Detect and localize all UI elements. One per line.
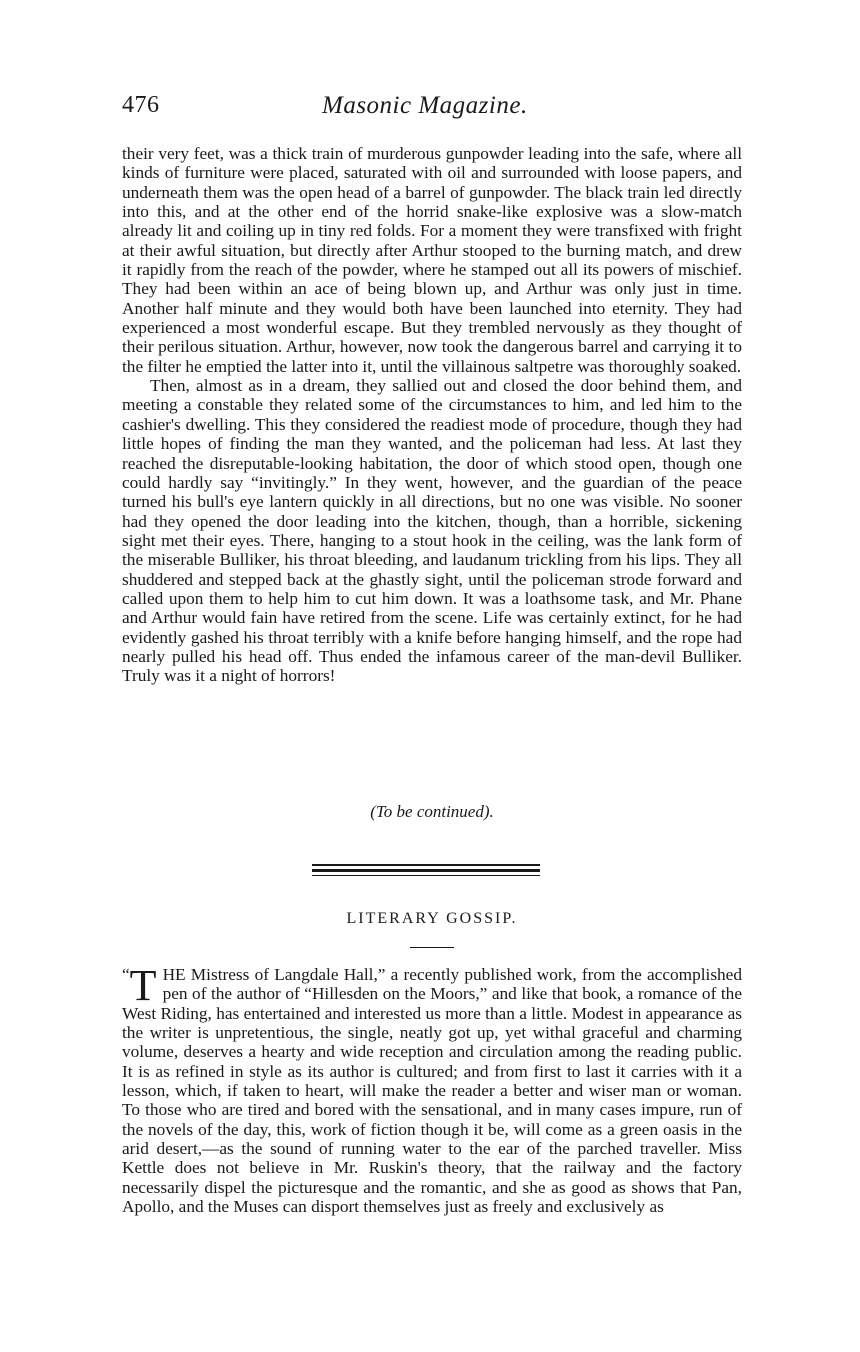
- article-paragraph-2: Then, almost as in a dream, they sallied out and closed the door behind them, and meeting a constable they related some of the circumstances to him, and led him to the cashier's dwelling. This they considered the readiest mode of procedure, though they had little hopes of finding the man they wanted, and the policeman had less. At last they reached the disreputable-looking habitation, the door of which stood open, though one could hardly say “invitingly.” In they went, however, and the guardian of the peace turned his bull's eye lantern quickly in all directions, but no one was visible. No sooner had they opened the door leading into the kitchen, though, than a horrible, sickening sight met their eyes. There, hanging to a stout hook in the ceiling, was the lank form of the miserable Bulliker, his throat bleeding, and laudanum trickling from his lips. They all shuddered and stepped back at the ghastly sight, until the policeman strode forward and called upon them to help him to cut him down. It was a loathsome task, and Mr. Phane and Arthur would fain have retired from the scene. Life was certainly extinct, for he had evidently gashed his throat terribly with a knife before hanging himself, and the rope had nearly pulled his head off. Thus ended the infamous career of the man-devil Bulliker. Truly was it a night of horrors!: [122, 376, 742, 686]
- to-be-continued-note: (To be continued).: [370, 802, 494, 821]
- gossip-opening-lines: HE Mistress of Langdale Hall,” a recently published work, from the accomplished pen of the author of “Hillesden on the Moors,” and like: [162, 965, 742, 1004]
- page-header: [122, 92, 742, 122]
- running-title: Masonic Magazine.: [322, 92, 528, 119]
- opening-quote-mark: “: [122, 965, 130, 984]
- gossip-body-text: that book, a romance of the West Riding, has entertained and interested us more than a little. Modest in appearance as the writer is unpretentious, the single, neatly got up, yet withal graceful and charming volume, deserves a hearty and wide reception and circulation among the reading public. It is as refined in style as its author is cultured; and from first to last it carries with it a lesson, which, if taken to heart, will make the reader a better and wiser man or woman. To those who are tired and bored with the sensational, and in many cases impure, run of the novels of the day, this, work of fiction though it be, will come as a green oasis in the arid desert,—as the sound of running water to the ear of the parched traveller. Miss Kettle does not believe in Mr. Ruskin's theory, that the railway and the factory necessarily dispel the picturesque and the romantic, and she as good as shows that Pan, Apollo, and the Muses can disport themselves just as freely and exclusively as: [122, 984, 742, 1217]
- drop-cap-letter: T: [129, 961, 157, 1010]
- gossip-paragraph: [122, 961, 742, 1217]
- section-divider-middle: [312, 869, 540, 872]
- gossip-body: [122, 961, 742, 1217]
- page-number: 476: [122, 92, 160, 118]
- section-divider-bottom: [312, 875, 540, 876]
- section-heading: LITERARY GOSSIP.: [346, 910, 518, 927]
- heading-underline-rule: [410, 947, 454, 948]
- article-body: [122, 144, 742, 686]
- article-paragraph-1: their very feet, was a thick train of murderous gunpowder leading into the safe, where all kinds of furniture were placed, saturated with oil and surrounded with loose papers, and underneath them was the open head of a barrel of gunpowder. The black train led directly into this, and at the other end of the horrid snake-like explosive was a slow-match already lit and coiling up in tiny red folds. For a moment they were transfixed with fright at their awful situation, but directly after Arthur stooped to the burning match, and drew it rapidly from the reach of the powder, where he stamped out all its powers of mischief. They had been within an ace of being blown up, and Arthur was only just in time. Another half minute and they would both have been launched into eternity. They had experienced a most wonderful escape. But they trembled nervously as they thought of their perilous situation. Arthur, however, now took the dangerous barrel and carrying it to the filter he emptied the latter into it, until the villainous saltpetre was thoroughly soaked.: [122, 144, 742, 376]
- section-divider-top: [312, 864, 540, 866]
